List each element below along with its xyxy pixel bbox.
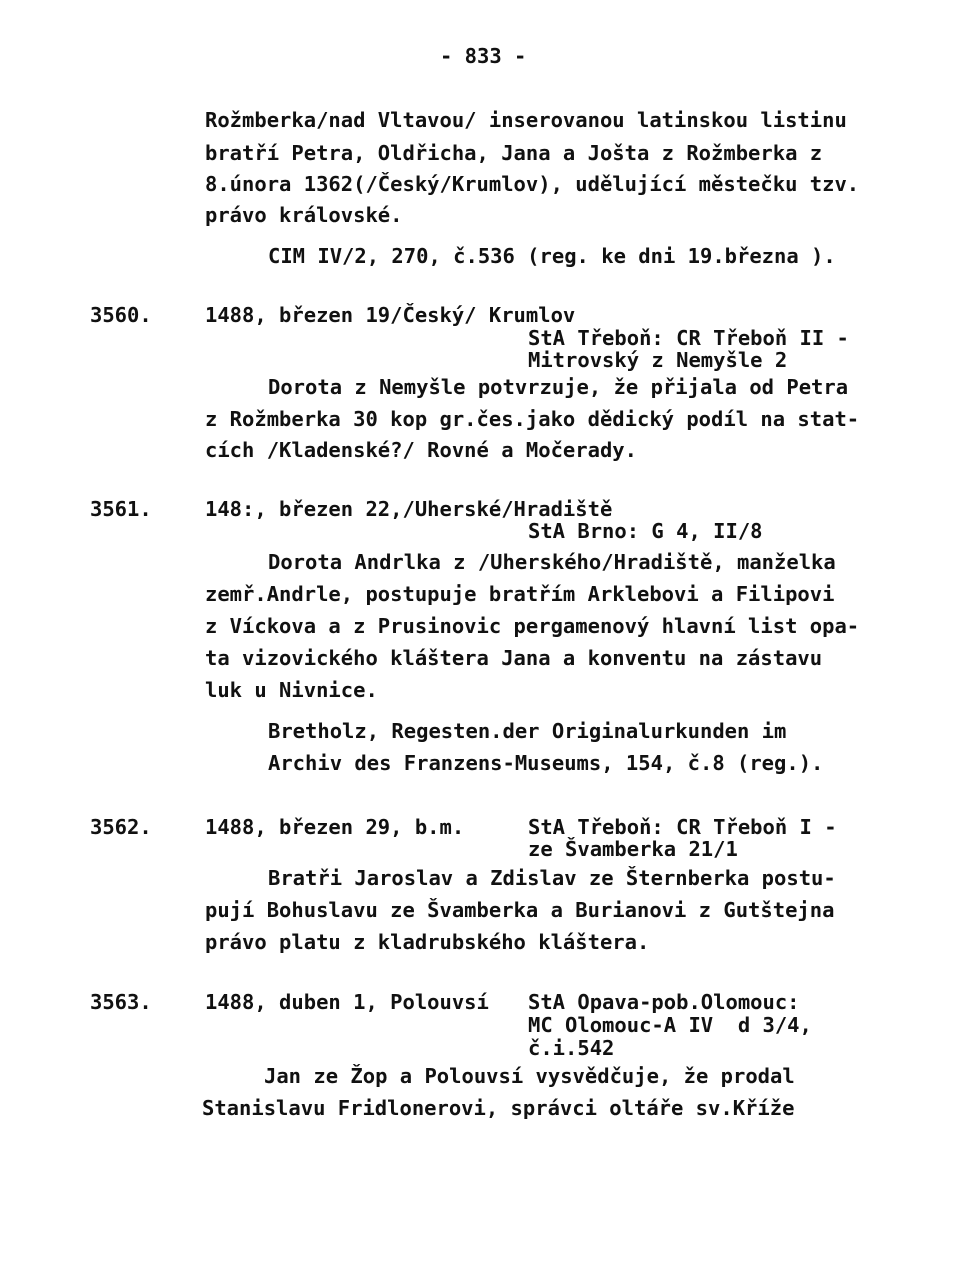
entry-text-line: z Rožmberka 30 kop gr.čes.jako dědický podíl na stat- [205, 407, 860, 431]
entry-source-line: StA Opava-pob.Olomouc: [528, 990, 800, 1014]
entry-citation-line: Archiv des Franzens-Museums, 154, č.8 (reg.). [268, 751, 824, 775]
entry-text-line: Bratři Jaroslav a Zdislav ze Šternberka postu- [268, 866, 836, 890]
entry-source-line: Mitrovský z Nemyšle 2 [528, 348, 788, 372]
entry-number: 3560. [90, 303, 152, 327]
entry-text-line: právo platu z kladrubského kláštera. [205, 930, 650, 954]
page-number: - 833 - [440, 44, 527, 68]
entry-source-line: ze Švamberka 21/1 [528, 837, 738, 861]
intro-citation: CIM IV/2, 270, č.536 (reg. ke dni 19.března ). [268, 244, 836, 268]
intro-line: 8.února 1362(/Český/Krumlov), udělující městečku tzv. [205, 172, 860, 196]
entry-text-line: cích /Kladenské?/ Rovné a Močerady. [205, 438, 637, 462]
entry-text-line: pují Bohuslavu ze Švamberka a Burianovi z Gutštejna [205, 898, 835, 922]
entry-source-line: č.i.542 [528, 1036, 615, 1060]
entry-header: 1488, duben 1, Polouvsí [205, 990, 489, 1014]
intro-line: bratří Petra, Oldřicha, Jana a Jošta z Rožmberka z [205, 141, 823, 165]
entry-text-line: Dorota z Nemyšle potvrzuje, že přijala od Petra [268, 375, 849, 399]
entry-citation-line: Bretholz, Regesten.der Originalurkunden im [268, 719, 787, 743]
entry-header: 148:, březen 22,/Uherské/Hradiště [205, 497, 613, 521]
entry-header: 1488, březen 19/Český/ Krumlov [205, 303, 576, 327]
entry-header: 1488, březen 29, b.m. [205, 815, 465, 839]
entry-source-line: StA Třeboň: CR Třeboň I - [528, 815, 837, 839]
entry-source-line: StA Brno: G 4, II/8 [528, 519, 763, 543]
intro-line: Rožmberka/nad Vltavou/ inserovanou latinskou listinu [205, 108, 847, 132]
entry-number: 3561. [90, 497, 152, 521]
entry-number: 3562. [90, 815, 152, 839]
entry-text-line: z Víckova a z Prusinovic pergamenový hlavní list opa- [205, 614, 860, 638]
entry-text-line: Stanislavu Fridlonerovi, správci oltáře sv.Kříže [202, 1096, 795, 1120]
entry-number: 3563. [90, 990, 152, 1014]
entry-text-line: Dorota Andrlka z /Uherského/Hradiště, manželka [268, 550, 836, 574]
entry-text-line: Jan ze Žop a Polouvsí vysvědčuje, že prodal [264, 1064, 795, 1088]
entry-text-line: ta vizovického kláštera Jana a konventu na zástavu [205, 646, 823, 670]
entry-source-line: StA Třeboň: CR Třeboň II - [528, 326, 849, 350]
entry-text-line: luk u Nivnice. [205, 678, 378, 702]
entry-text-line: zemř.Andrle, postupuje bratřím Arklebovi a Filipovi [205, 582, 835, 606]
entry-source-line: MC Olomouc-A IV d 3/4, [528, 1013, 812, 1037]
intro-line: právo královské. [205, 203, 403, 227]
